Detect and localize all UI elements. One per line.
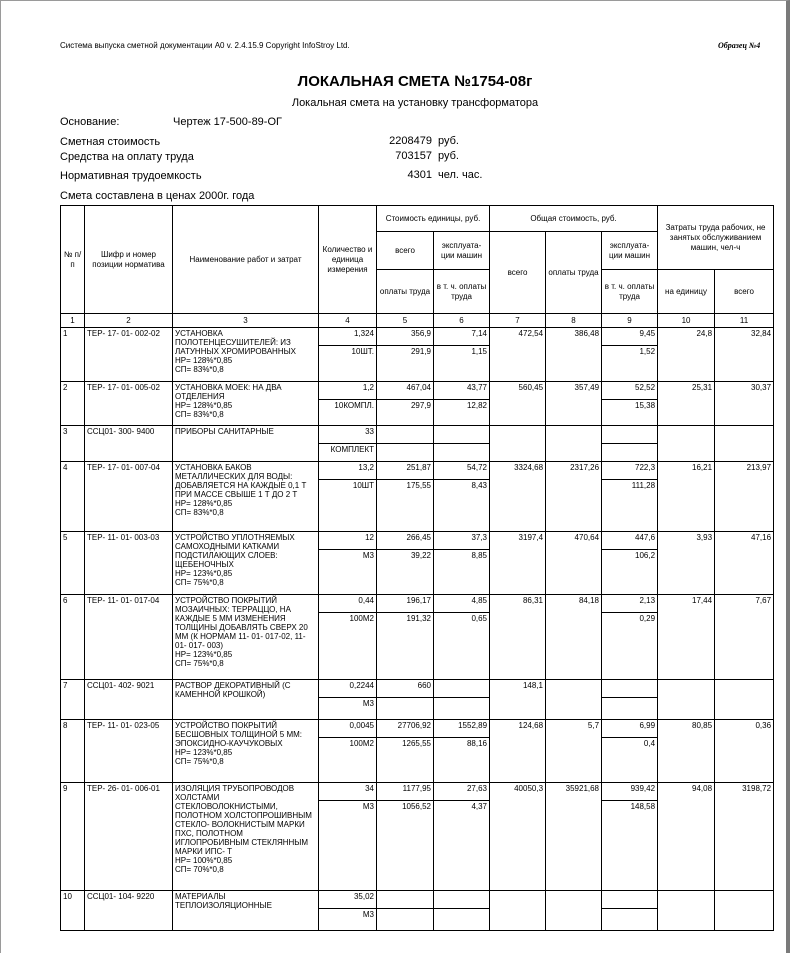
- unit-machines: [434, 891, 490, 909]
- unit-machines-wages: [434, 444, 490, 462]
- column-number: 7: [490, 314, 546, 328]
- total-machines-wages: 15,38: [602, 400, 658, 426]
- total-all: 560,45: [490, 382, 546, 426]
- labor-all: 3198,72: [715, 783, 774, 891]
- table-row: [61, 382, 774, 400]
- unit-machines-wages: [434, 698, 490, 720]
- labor-per-unit: [658, 680, 715, 720]
- total-wages: 357,49: [546, 382, 602, 426]
- unit-machines-header: эксплуата-ции машин: [434, 232, 490, 270]
- row-number: 1: [61, 328, 85, 382]
- norm-code: ТЕР- 17- 01- 005-02: [85, 382, 173, 426]
- column-number: 8: [546, 314, 602, 328]
- row-number: 10: [61, 891, 85, 931]
- norm-code: ССЦ01- 300- 9400: [85, 426, 173, 462]
- work-name: РАСТВОР ДЕКОРАТИВНЫЙ (С КАМЕННОЙ КРОШКОЙ): [173, 680, 319, 720]
- table-body: [61, 328, 774, 931]
- total-wages-header: оплаты труда: [546, 232, 602, 314]
- row-number: 6: [61, 595, 85, 680]
- quantity: 34: [319, 783, 377, 801]
- total-machines-wages: 0,4: [602, 738, 658, 783]
- unit-measure: 10ШТ.: [319, 346, 377, 382]
- document-title: ЛОКАЛЬНАЯ СМЕТА №1754-08г: [297, 73, 533, 90]
- total-machines-wages: [602, 444, 658, 462]
- norm-code: ССЦ01- 402- 9021: [85, 680, 173, 720]
- work-name: ПРИБОРЫ САНИТАРНЫЕ: [173, 426, 319, 462]
- table-header: [61, 206, 774, 328]
- norm-code: ТЕР- 11- 01- 003-03: [85, 532, 173, 595]
- unit-incl-header: в т. ч. оплаты труда: [434, 270, 490, 314]
- unit-total: 251,87: [377, 462, 434, 480]
- labor-label: Нормативная трудоемкость: [60, 170, 202, 182]
- unit-measure: М3: [319, 698, 377, 720]
- labor-per-unit: 24,8: [658, 328, 715, 382]
- work-name: ИЗОЛЯЦИЯ ТРУБОПРОВОДОВ ХОЛСТАМИ СТЕКЛОВОЛОКНИСТЫМИ, ПОЛОТНОМ ХОЛСТОПРОШИВНЫМ СТЕКЛО- ВОЛОКНИСТЫМ МАРКИ ПХС, ПОЛОТНОМ ИГЛОПРОБИВНЫМ СТЕКЛЯННЫМ МАРКИ ИПС- Т НР= 100%*0,85 СП= 70%*0,8: [173, 783, 319, 891]
- unit-total: [377, 426, 434, 444]
- total-all: 3197,4: [490, 532, 546, 595]
- quantity: 0,44: [319, 595, 377, 613]
- cost-unit: руб.: [438, 135, 459, 147]
- labor-per-unit: 3,93: [658, 532, 715, 595]
- column-number: 4: [319, 314, 377, 328]
- total-wages: [546, 891, 602, 931]
- table-row: [61, 720, 774, 738]
- work-name: УСТАНОВКА МОЕК: НА ДВА ОТДЕЛЕНИЯ НР= 128%*0,85 СП= 83%*0,8: [173, 382, 319, 426]
- total-all: 3324,68: [490, 462, 546, 532]
- sample-label: Образец №4: [718, 41, 761, 50]
- unit-machines-wages: 8,43: [434, 480, 490, 532]
- total-machines-wages: 106,2: [602, 550, 658, 595]
- quantity: 0,0045: [319, 720, 377, 738]
- unit-wages: 297,9: [377, 400, 434, 426]
- unit-total: 660: [377, 680, 434, 698]
- column-number: 11: [715, 314, 774, 328]
- total-all: [490, 426, 546, 462]
- row-number: 3: [61, 426, 85, 462]
- total-machines: 939,42: [602, 783, 658, 801]
- column-numbers-row: [61, 314, 774, 328]
- row-number: 9: [61, 783, 85, 891]
- labor-all: 213,97: [715, 462, 774, 532]
- labor-all: [715, 680, 774, 720]
- unit-wages: 39,22: [377, 550, 434, 595]
- unit-wages: 291,9: [377, 346, 434, 382]
- quantity: 12: [319, 532, 377, 550]
- total-wages: 35921,68: [546, 783, 602, 891]
- labor-all: 7,67: [715, 595, 774, 680]
- total-machines-wages: [602, 698, 658, 720]
- unit-wages: [377, 909, 434, 931]
- labor-per-unit: [658, 891, 715, 931]
- col-num-header: № п/п: [61, 206, 85, 314]
- unit-machines: [434, 426, 490, 444]
- total-machines-wages: 0,29: [602, 613, 658, 680]
- unit-measure: КОМПЛЕКТ: [319, 444, 377, 462]
- system-header: Система выпуска сметной документации А0 v. 2.4.15.9 Copyright InfoStroy Ltd.: [60, 41, 350, 50]
- total-wages: 2317,26: [546, 462, 602, 532]
- unit-machines-wages: 1,15: [434, 346, 490, 382]
- wage-unit: руб.: [438, 150, 459, 162]
- quantity: 33: [319, 426, 377, 444]
- unit-wages-header: оплаты труда: [377, 270, 434, 314]
- unit-machines-wages: 12,82: [434, 400, 490, 426]
- norm-code: ССЦ01- 104- 9220: [85, 891, 173, 931]
- table-row: [61, 595, 774, 613]
- total-machines: 6,99: [602, 720, 658, 738]
- total-wages: 386,48: [546, 328, 602, 382]
- row-number: 8: [61, 720, 85, 783]
- total-wages: 5,7: [546, 720, 602, 783]
- unit-total: 196,17: [377, 595, 434, 613]
- column-number: 1: [61, 314, 85, 328]
- norm-code: ТЕР- 11- 01- 023-05: [85, 720, 173, 783]
- table-row: [61, 426, 774, 444]
- total-machines: 447,6: [602, 532, 658, 550]
- work-name: УСТАНОВКА ПОЛОТЕНЦЕСУШИТЕЛЕЙ: ИЗ ЛАТУННЫХ ХРОМИРОВАННЫХ НР= 128%*0,85 СП= 83%*0,8: [173, 328, 319, 382]
- labor-unit: чел. час.: [438, 169, 483, 181]
- total-machines: 9,45: [602, 328, 658, 346]
- column-number: 5: [377, 314, 434, 328]
- labor-per-unit: 94,08: [658, 783, 715, 891]
- labor-value: 4301: [407, 169, 432, 181]
- work-name: УСТАНОВКА БАКОВ МЕТАЛЛИЧЕСКИХ ДЛЯ ВОДЫ: ДОБАВЛЯЕТСЯ НА КАЖДЫЕ 0,1 Т ПРИ МАССЕ СВЫШЕ 1 Т ДО 2 Т НР= 128%*0,85 СП= 83%*0,8: [173, 462, 319, 532]
- unit-machines-wages: 8,85: [434, 550, 490, 595]
- table-row: [61, 891, 774, 909]
- total-machines: [602, 680, 658, 698]
- total-all: 40050,3: [490, 783, 546, 891]
- wage-label: Средства на оплату труда: [60, 151, 194, 163]
- unit-machines: 1552,89: [434, 720, 490, 738]
- unit-machines: 4,85: [434, 595, 490, 613]
- total-machines-wages: [602, 909, 658, 931]
- unit-machines: 43,77: [434, 382, 490, 400]
- total-wages: [546, 680, 602, 720]
- norm-code: ТЕР- 17- 01- 007-04: [85, 462, 173, 532]
- column-number: 2: [85, 314, 173, 328]
- work-name: УСТРОЙСТВО ПОКРЫТИЙ МОЗАИЧНЫХ: ТЕРРАЦЦО, НА КАЖДЫЕ 5 ММ ИЗМЕНЕНИЯ ТОЛЩИНЫ ДОБАВЛЯТЬ СВЕРХ 20 ММ (К НОРМАМ 11- 01- 017-02, 11- 01- 017- 003) НР= 123%*0,85 СП= 75%*0,8: [173, 595, 319, 680]
- unit-measure: 10ШТ: [319, 480, 377, 532]
- labor-per-unit: 17,44: [658, 595, 715, 680]
- unit-wages: 191,32: [377, 613, 434, 680]
- col-name-header: Наименование работ и затрат: [173, 206, 319, 314]
- total-machines-wages: 1,52: [602, 346, 658, 382]
- norm-code: ТЕР- 11- 01- 017-04: [85, 595, 173, 680]
- basis-label: Основание:: [60, 116, 120, 128]
- work-name: УСТРОЙСТВО ПОКРЫТИЙ БЕСШОВНЫХ ТОЛЩИНОЙ 5 ММ: ЭПОКСИДНО-КАУЧУКОВЫХ НР= 123%*0,85 СП= 75%*0,8: [173, 720, 319, 783]
- total-machines-wages: 111,28: [602, 480, 658, 532]
- unit-cost-header: Стоимость единицы, руб.: [377, 206, 490, 232]
- total-all: 148,1: [490, 680, 546, 720]
- unit-wages: 1056,52: [377, 801, 434, 891]
- total-machines: 2,13: [602, 595, 658, 613]
- unit-machines: [434, 680, 490, 698]
- unit-machines: 7,14: [434, 328, 490, 346]
- norm-code: ТЕР- 17- 01- 002-02: [85, 328, 173, 382]
- total-machines: 722,3: [602, 462, 658, 480]
- wage-value: 703157: [395, 150, 432, 162]
- quantity: 13,2: [319, 462, 377, 480]
- work-name: УСТРОЙСТВО УПЛОТНЯЕМЫХ САМОХОДНЫМИ КАТКАМИ ПОДСТИЛАЮЩИХ СЛОЕВ: ЩЕБЕНОЧНЫХ НР= 123%*0,85 СП= 75%*0,8: [173, 532, 319, 595]
- row-number: 4: [61, 462, 85, 532]
- quantity: 35,02: [319, 891, 377, 909]
- unit-total-header: всего: [377, 232, 434, 270]
- table-row: [61, 328, 774, 346]
- total-all-header: всего: [490, 232, 546, 314]
- unit-wages: 1265,55: [377, 738, 434, 783]
- estimate-table: [60, 205, 774, 931]
- unit-machines-wages: 4,37: [434, 801, 490, 891]
- unit-measure: 10КОМПЛ.: [319, 400, 377, 426]
- unit-measure: М3: [319, 801, 377, 891]
- labor-header: Затраты труда рабочих, не занятых обслуживанием машин, чел-ч: [658, 206, 774, 270]
- prices-note: Смета составлена в ценах 2000г. года: [60, 190, 255, 202]
- labor-per-unit: 80,85: [658, 720, 715, 783]
- total-all: 472,54: [490, 328, 546, 382]
- basis-value: Чертеж 17-500-89-ОГ: [173, 116, 282, 128]
- column-number: 6: [434, 314, 490, 328]
- column-number: 3: [173, 314, 319, 328]
- unit-machines-wages: [434, 909, 490, 931]
- total-machines-wages: 148,58: [602, 801, 658, 891]
- quantity: 1,2: [319, 382, 377, 400]
- total-all: [490, 891, 546, 931]
- unit-wages: [377, 444, 434, 462]
- unit-measure: 100М2: [319, 738, 377, 783]
- row-number: 2: [61, 382, 85, 426]
- unit-machines-wages: 88,16: [434, 738, 490, 783]
- total-machines: [602, 426, 658, 444]
- table-row: [61, 532, 774, 550]
- labor-all: 47,16: [715, 532, 774, 595]
- total-cost-header: Общая стоимость, руб.: [490, 206, 658, 232]
- unit-machines-wages: 0,65: [434, 613, 490, 680]
- labor-all: 30,37: [715, 382, 774, 426]
- document-subtitle: Локальная смета на установку трансформатора: [291, 97, 539, 109]
- total-incl-header: в т. ч. оплаты труда: [602, 270, 658, 314]
- unit-measure: М3: [319, 550, 377, 595]
- labor-per-unit: 25,31: [658, 382, 715, 426]
- labor-per-unit: [658, 426, 715, 462]
- column-number: 9: [602, 314, 658, 328]
- cost-label: Сметная стоимость: [60, 136, 161, 148]
- unit-total: 1177,95: [377, 783, 434, 801]
- table-row: [61, 462, 774, 480]
- unit-machines: 37,3: [434, 532, 490, 550]
- unit-measure: 100М2: [319, 613, 377, 680]
- total-all: 124,68: [490, 720, 546, 783]
- labor-all-header: всего: [715, 270, 774, 314]
- total-machines: 52,52: [602, 382, 658, 400]
- labor-all: 32,84: [715, 328, 774, 382]
- unit-total: [377, 891, 434, 909]
- labor-per-unit: 16,21: [658, 462, 715, 532]
- table-row: [61, 680, 774, 698]
- total-wages: [546, 426, 602, 462]
- row-number: 7: [61, 680, 85, 720]
- total-machines: [602, 891, 658, 909]
- norm-code: ТЕР- 26- 01- 006-01: [85, 783, 173, 891]
- total-all: 86,31: [490, 595, 546, 680]
- unit-total: 356,9: [377, 328, 434, 346]
- table-row: [61, 783, 774, 801]
- cost-value: 2208479: [389, 135, 432, 147]
- labor-all: [715, 426, 774, 462]
- quantity: 0,2244: [319, 680, 377, 698]
- column-number: 10: [658, 314, 715, 328]
- quantity: 1,324: [319, 328, 377, 346]
- unit-wages: [377, 698, 434, 720]
- unit-machines: 54,72: [434, 462, 490, 480]
- col-code-header: Шифр и номер позиции норматива: [85, 206, 173, 314]
- labor-all: 0,36: [715, 720, 774, 783]
- unit-total: 27706,92: [377, 720, 434, 738]
- unit-total: 266,45: [377, 532, 434, 550]
- col-qty-header: Количество и единица измерения: [319, 206, 377, 314]
- unit-measure: М3: [319, 909, 377, 931]
- total-machines-header: эксплуата-ции машин: [602, 232, 658, 270]
- total-wages: 470,64: [546, 532, 602, 595]
- labor-all: [715, 891, 774, 931]
- row-number: 5: [61, 532, 85, 595]
- work-name: МАТЕРИАЛЫ ТЕПЛОИЗОЛЯЦИОННЫЕ: [173, 891, 319, 931]
- unit-machines: 27,63: [434, 783, 490, 801]
- unit-wages: 175,55: [377, 480, 434, 532]
- labor-per-unit-header: на единицу: [658, 270, 715, 314]
- unit-total: 467,04: [377, 382, 434, 400]
- total-wages: 84,18: [546, 595, 602, 680]
